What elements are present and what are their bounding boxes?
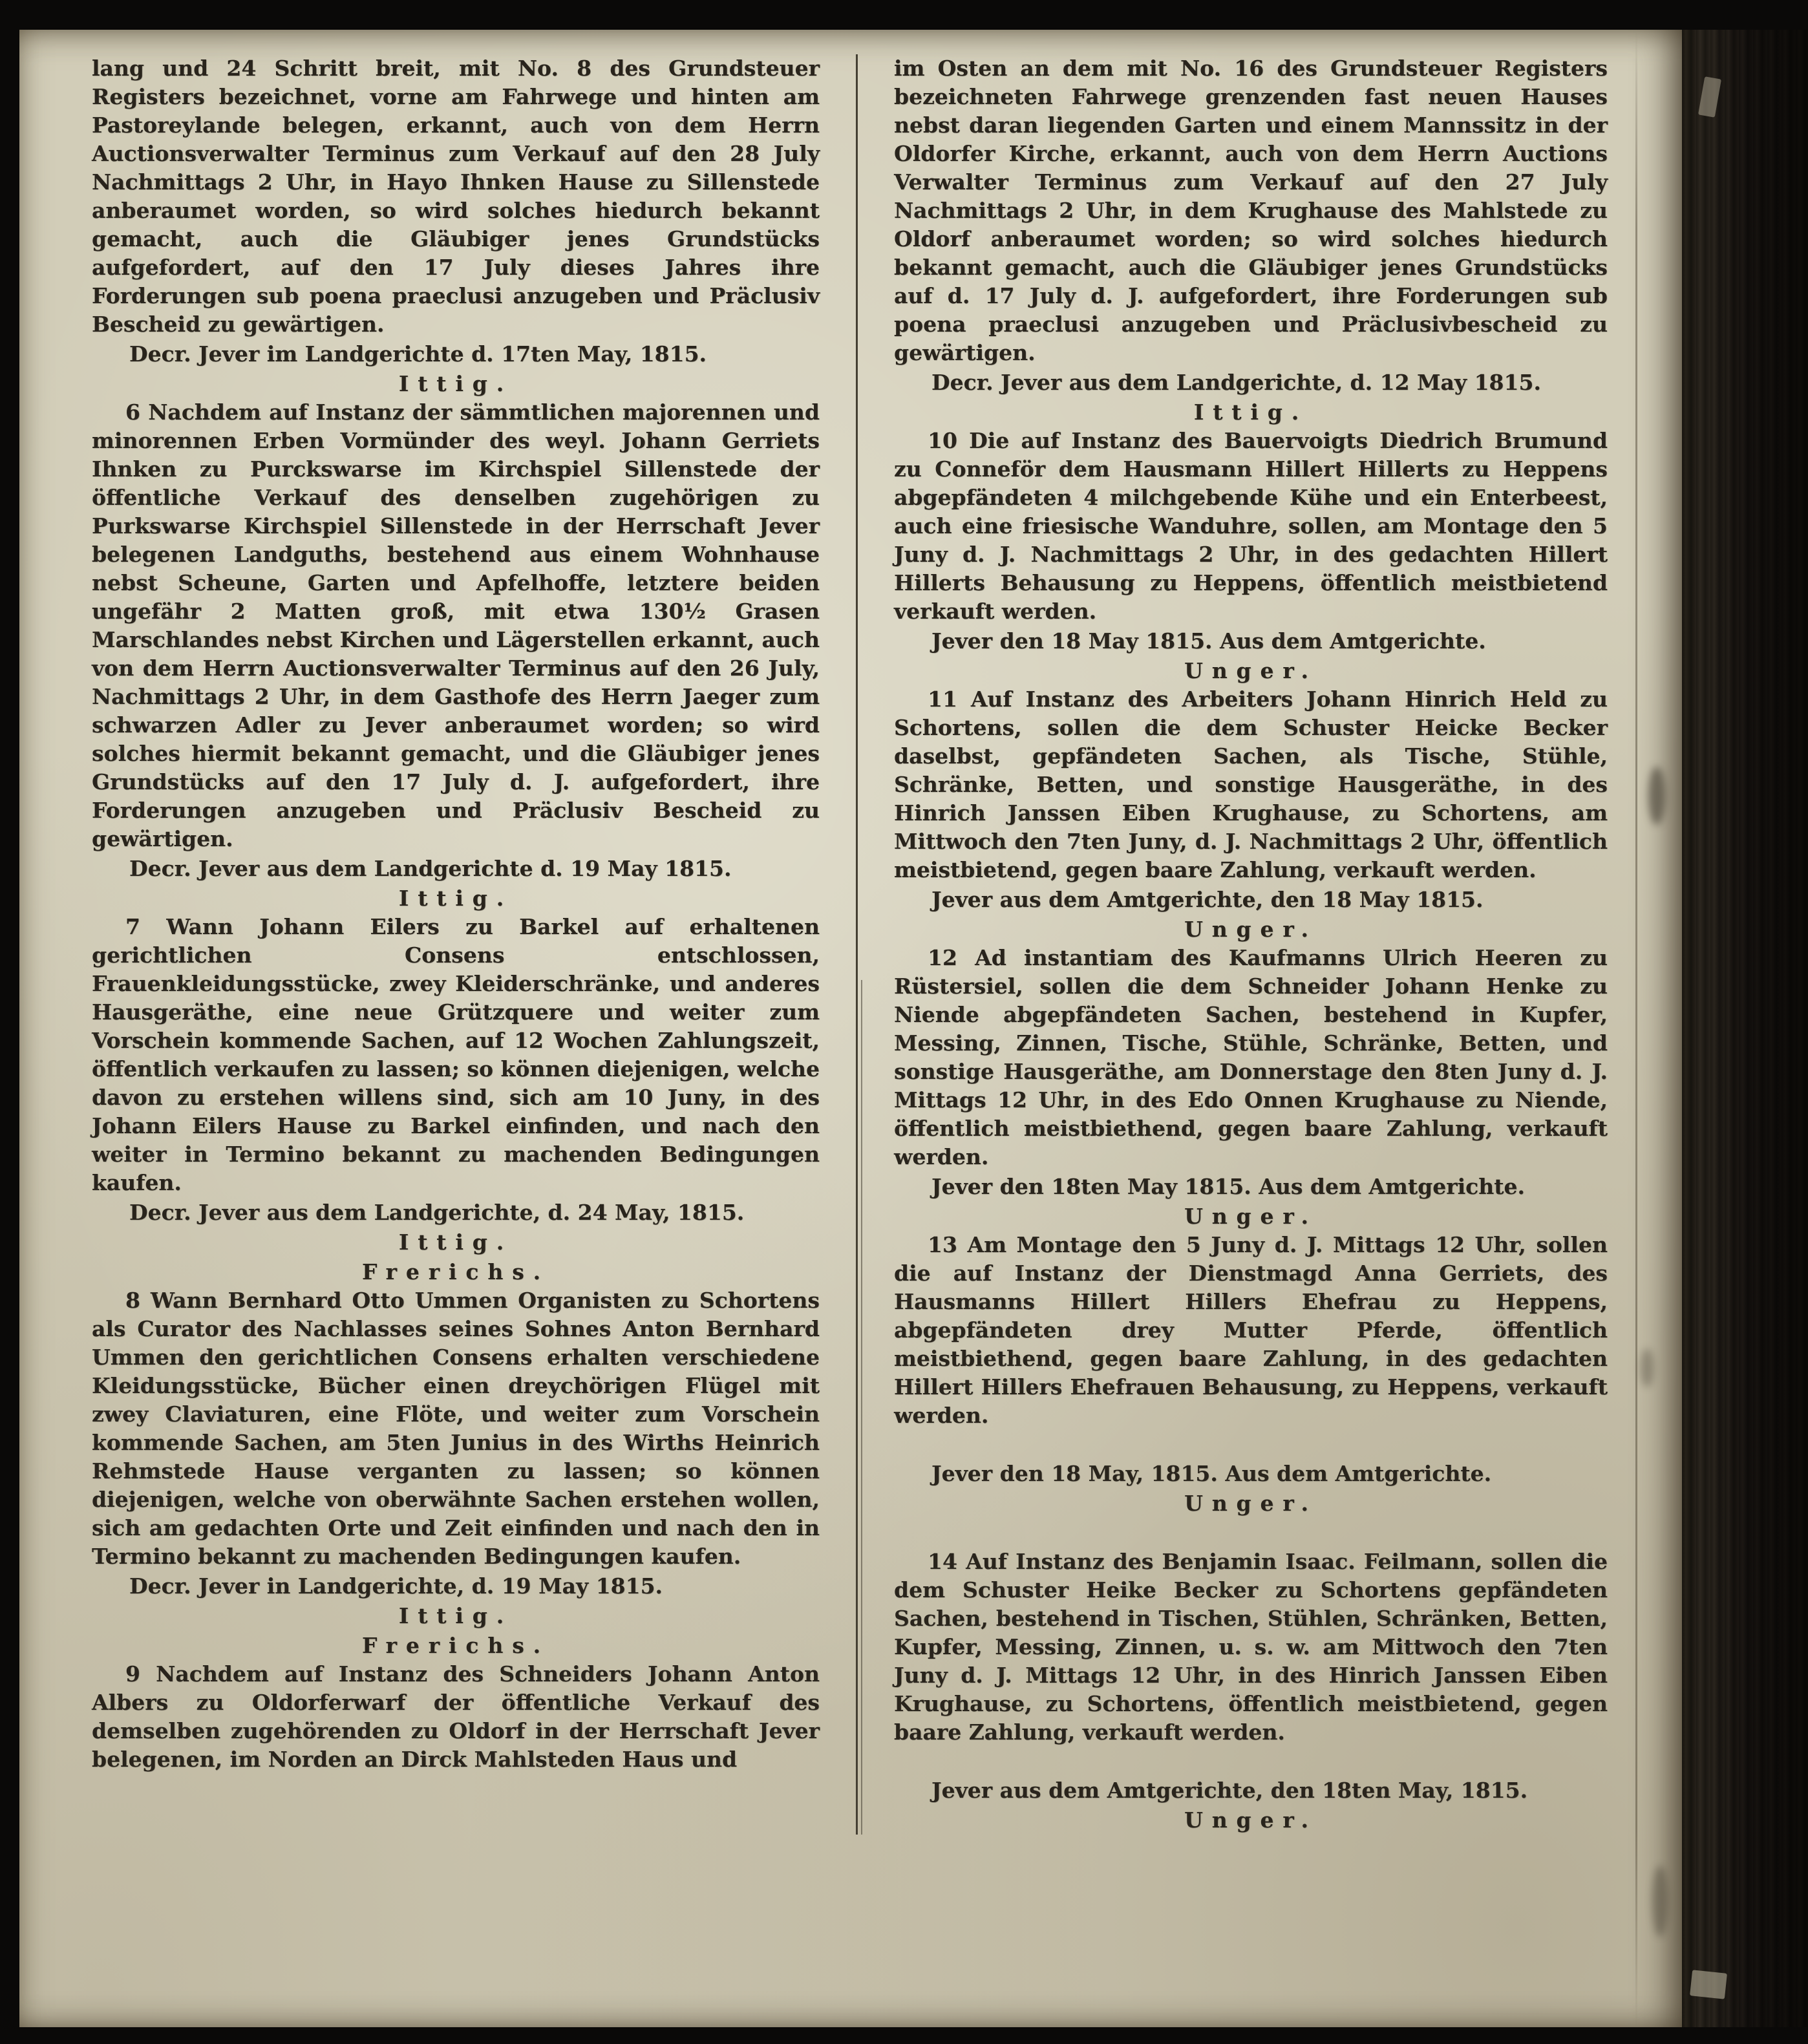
signature: Unger.: [1184, 1807, 1317, 1833]
page-fold-shadow: [1635, 30, 1637, 2027]
decree-dateline: Jever aus dem Amtgerichte, den 18ten May, 1815.: [931, 1778, 1528, 1803]
signature: Ittig.: [398, 1230, 513, 1255]
text-column-right: [894, 54, 1608, 1835]
torn-paper-scrap: [1690, 1970, 1727, 1999]
decree-dateline: Decr. Jever aus dem Landgerichte d. 19 May 1815.: [129, 856, 732, 881]
decree-dateline: Decr. Jever aus dem Landgerichte, d. 12 May 1815.: [931, 370, 1541, 395]
notice-paragraph: 14 Auf Instanz des Benjamin Isaac. Feilmann, sollen die dem Schuster Heike Becker zu Schortens gepfändeten Sachen, bestehend in Tischen, Stühlen, Schränken, Betten, Kupfer, Messing, Zinnen, u. s. w. am Mittwoch den 7ten Juny d. J. Mittags 12 Uhr, in des Hinrich Janssen Eiben Krughause, zu Schortens, öffentlich meistbietend, gegen baare Zahlung, verkauft werden.: [894, 1549, 1608, 1745]
scan-border-bottom: [0, 2027, 1808, 2044]
scan-border-left: [0, 0, 19, 2044]
decree-dateline: Jever den 18 May, 1815. Aus dem Amtgerichte.: [931, 1461, 1492, 1486]
scan-border-top: [0, 0, 1808, 30]
signature: Frerichs.: [361, 1259, 550, 1284]
decree-dateline: Jever aus dem Amtgerichte, den 18 May 1815.: [931, 887, 1484, 912]
notice-paragraph: 6 Nachdem auf Instanz der sämmtlichen majorennen und minorennen Erben Vormünder des weyl. Johann Gerriets Ihnken zu Purckswarse im Kirchspiel Sillenstede der öffentliche Verkauf des denselben zugehörigen zu Purkswarse Kirchspiel Sillenstede in der Herrschaft Jever belegenen Landguths, bestehend aus einem Wohnhause nebst Scheune, Garten und Apfelhoffe, letztere beiden ungefähr 2 Matten groß, mit etwa 130½ Grasen Marschlandes nebst Kirchen und Lägerstellen erkannt, auch von dem Herrn Auctionsverwalter Terminus auf den 26 July, Nachmittags 2 Uhr, in dem Gasthofe des Herrn Jaeger zum schwarzen Adler zu Jever anberaumet worden; so wird solches hiermit bekannt gemacht, und die Gläubiger jenes Grundstücks auf den 17 July d. J. aufgefordert, ihre Forderungen anzugeben und Präclusiv Bescheid zu gewärtigen.: [92, 399, 820, 851]
ink-smudge: [1652, 1866, 1668, 1937]
decree-dateline: Jever den 18 May 1815. Aus dem Amtgerichte.: [931, 628, 1486, 654]
decree-dateline: Decr. Jever in Landgerichte, d. 19 May 1815.: [129, 1573, 663, 1599]
book-spine: [1682, 0, 1808, 2044]
decree-dateline: Jever den 18ten May 1815. Aus dem Amtgerichte.: [931, 1174, 1525, 1199]
signature: Ittig.: [398, 371, 513, 396]
ink-smudge: [1641, 1348, 1654, 1387]
notice-paragraph: 9 Nachdem auf Instanz des Schneiders Johann Anton Albers zu Oldorferwarf der öffentliche Verkauf des demselben zugehörenden zu Oldorf in der Herrschaft Jever belegenen, im Norden an Dirck Mahlsteden Haus und: [92, 1661, 820, 1772]
ink-smudge: [1648, 767, 1665, 825]
signature: Ittig.: [1193, 399, 1308, 425]
signature: Unger.: [1184, 917, 1317, 942]
notice-paragraph: 7 Wann Johann Eilers zu Barkel auf erhaltenen gerichtlichen Consens entschlossen, Frauenkleidungsstücke, zwey Kleiderschränke, und anderes Hausgeräthe, eine neue Grützquere und weiter zum Vorschein kommende Sachen, auf 12 Wochen Zahlungszeit, öffentlich verkaufen zu lassen; so können diejenigen, welche davon zu erstehen willens sind, sich am 10 Juny, in des Johann Eilers Hause zu Barkel einfinden, und nach den weiter in Termino bekannt zu machenden Bedingungen kaufen.: [92, 914, 820, 1195]
text-column-left: [92, 54, 820, 1835]
signature: Unger.: [1184, 658, 1317, 683]
decree-dateline: Decr. Jever im Landgerichte d. 17ten May, 1815.: [129, 341, 707, 367]
signature: Ittig.: [398, 1603, 513, 1628]
notice-paragraph: 8 Wann Bernhard Otto Ummen Organisten zu Schortens als Curator des Nachlasses seines Sohnes Anton Bernhard Ummen den gerichtlichen Consens erhalten verschiedene Kleidungsstücke, Bücher einen dreychörigen Flügel mit zwey Claviaturen, eine Flöte, und weiter zum Vorschein kommende Sachen, am 5ten Junius in des Wirths Heinrich Rehmstede Hause verganten zu lassen; so können diejenigen, welche von oberwähnte Sachen erstehen wollen, sich am gedachten Orte und Zeit einfinden und nach den in Termino bekannt zu machenden Bedingungen kaufen.: [92, 1288, 820, 1569]
paper-page: [19, 30, 1682, 2027]
notice-paragraph: 10 Die auf Instanz des Bauervoigts Diedrich Brumund zu Conneför dem Hausmann Hillert Hillerts zu Heppens abgepfändeten 4 milchgebende Kühe und ein Enterbeest, auch eine friesische Wanduhre, sollen, am Montage den 5 Juny d. J. Nachmittags 2 Uhr, in des gedachten Hillert Hillerts Behausung zu Heppens, öffentlich meistbietend verkauft werden.: [894, 428, 1608, 624]
column-divider-rule: [856, 54, 858, 1835]
page-content: [19, 30, 1682, 1835]
torn-paper-scrap: [1698, 76, 1721, 118]
notice-paragraph: 13 Am Montage den 5 Juny d. J. Mittags 12 Uhr, sollen die auf Instanz der Dienstmagd Anna Gerriets, des Hausmanns Hillert Hillers Ehefrau zu Heppens, abgepfändeten drey Mutter Pferde, öffentlich meistbiethend, gegen baare Zahlung, in des gedachten Hillert Hillers Ehefrauen Behausung, zu Heppens, verkauft werden.: [894, 1232, 1608, 1428]
signature: Ittig.: [398, 886, 513, 911]
decree-dateline: Decr. Jever aus dem Landgerichte, d. 24 May, 1815.: [129, 1200, 745, 1225]
signature: Frerichs.: [361, 1633, 550, 1658]
signature: Unger.: [1184, 1491, 1317, 1516]
notice-paragraph: 11 Auf Instanz des Arbeiters Johann Hinrich Held zu Schortens, sollen die dem Schuster Heicke Becker daselbst, gepfändeten Sachen, als Tische, Stühle, Schränke, Betten, und sonstige Hausgeräthe, in des Hinrich Janssen Eiben Krughause, zu Schortens, am Mittwoch den 7ten Juny, d. J. Nachmittags 2 Uhr, öffentlich meistbietend, gegen baare Zahlung, verkauft werden.: [894, 687, 1608, 882]
signature: Unger.: [1184, 1204, 1317, 1229]
notice-paragraph: im Osten an dem mit No. 16 des Grundsteuer Registers bezeichneten Fahrwege grenzenden fast neuen Hauses nebst daran liegenden Garten und einem Mannssitz in der Oldorfer Kirche, erkannt, auch von dem Herrn Auctions Verwalter Terminus zum Verkauf auf den 27 July Nachmittags 2 Uhr, in dem Krughause des Mahlstede zu Oldorf anberaumet worden; so wird solches hiedurch bekannt gemacht, auch die Gläubiger jenes Grundstücks auf d. 17 July d. J. aufgefordert, ihre Forderungen sub poena praeclusi anzugeben und Präclusivbescheid zu gewärtigen.: [894, 56, 1608, 365]
notice-paragraph: lang und 24 Schritt breit, mit No. 8 des Grundsteuer Registers bezeichnet, vorne am Fahrwege und hinten am Pastoreylande belegen, erkannt, auch von dem Herrn Auctionsverwalter Terminus zum Verkauf auf den 28 July Nachmittags 2 Uhr, in Hayo Ihnken Hause zu Sillenstede anberaumet worden, so wird solches hiedurch bekannt gemacht, auch die Gläubiger jenes Grundstücks aufgefordert, auf den 17 July dieses Jahres ihre Forderungen sub poena praeclusi anzugeben und Präclusiv Bescheid zu gewärtigen.: [92, 56, 820, 337]
notice-paragraph: 12 Ad instantiam des Kaufmanns Ulrich Heeren zu Rüstersiel, sollen die dem Schneider Johann Henke zu Niende abgepfändeten Sachen, bestehend in Kupfer, Messing, Zinnen, Tische, Stühle, Schränke, Betten, und sonstige Hausgeräthe, am Donnerstage den 8ten Juny d. J. Mittags 12 Uhr, in des Edo Onnen Krughause zu Niende, öffentlich meistbiethend, gegen baare Zahlung, verkauft werden.: [894, 945, 1608, 1169]
